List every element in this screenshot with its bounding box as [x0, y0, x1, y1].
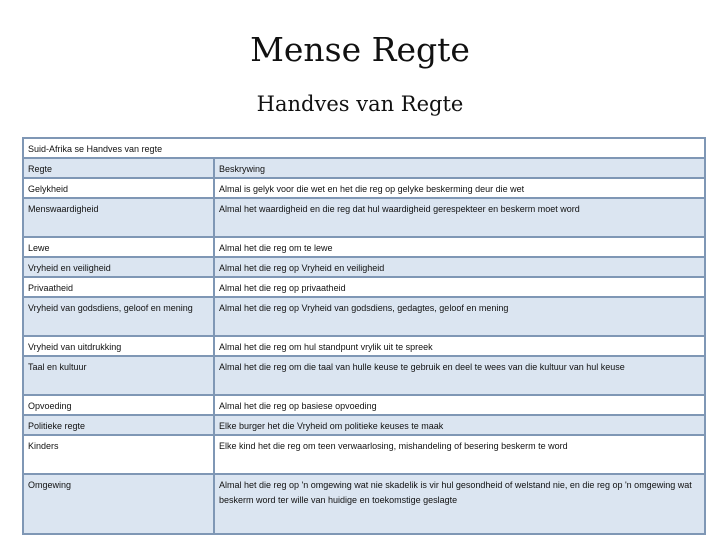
- right-cell: Taal en kultuur: [23, 356, 214, 395]
- description-cell: Almal het waardigheid en die reg dat hul waardigheid gerespekteer en beskerm moet word: [214, 198, 705, 237]
- table-row: [23, 198, 705, 237]
- table-row: [23, 178, 705, 198]
- right-cell: Menswaardigheid: [23, 198, 214, 237]
- header-right: Regte: [23, 158, 214, 178]
- table-row: [23, 277, 705, 297]
- table-row: [23, 297, 705, 336]
- right-cell: Vryheid van uitdrukking: [23, 336, 214, 356]
- table-row: [23, 474, 705, 534]
- table-row: [23, 237, 705, 257]
- right-cell: Vryheid en veiligheid: [23, 257, 214, 277]
- right-cell: Politieke regte: [23, 415, 214, 435]
- table-row: [23, 257, 705, 277]
- right-cell: Omgewing: [23, 474, 214, 534]
- description-cell: Almal het die reg op Vryheid van godsdiens, gedagtes, geloof en mening: [214, 297, 705, 336]
- page-subtitle: Handves van Regte: [256, 92, 464, 116]
- description-cell: Almal het die reg op 'n omgewing wat nie skadelik is vir hul gesondheid of welstand nie, en die reg op 'n omgewing wat beskerm word ter wille van huidige en toekomstige geslagte: [214, 474, 705, 534]
- description-cell: Elke burger het die Vryheid om politieke keuses te maak: [214, 415, 705, 435]
- table-row: [23, 336, 705, 356]
- right-cell: Kinders: [23, 435, 214, 474]
- right-cell: Vryheid van godsdiens, geloof en mening: [23, 297, 214, 336]
- description-cell: Almal is gelyk voor die wet en het die reg op gelyke beskerming deur die wet: [214, 178, 705, 198]
- right-cell: Lewe: [23, 237, 214, 257]
- table-header-row: [23, 158, 705, 178]
- table-row: [23, 415, 705, 435]
- table-row: [23, 356, 705, 395]
- description-cell: Almal het die reg om die taal van hulle keuse te gebruik en deel te wees van die kultuur van hul keuse: [214, 356, 705, 395]
- description-cell: Almal het die reg op privaatheid: [214, 277, 705, 297]
- page-title: Mense Regte: [250, 30, 470, 69]
- right-cell: Gelykheid: [23, 178, 214, 198]
- description-cell: Almal het die reg om te lewe: [214, 237, 705, 257]
- description-cell: Almal het die reg op basiese opvoeding: [214, 395, 705, 415]
- right-cell: Privaatheid: [23, 277, 214, 297]
- bill-of-rights-table: [22, 137, 706, 535]
- right-cell: Opvoeding: [23, 395, 214, 415]
- table-row: [23, 435, 705, 474]
- description-cell: Almal het die reg op Vryheid en veiligheid: [214, 257, 705, 277]
- description-cell: Almal het die reg om hul standpunt vrylik uit te spreek: [214, 336, 705, 356]
- table-caption: Suid-Afrika se Handves van regte: [23, 138, 705, 158]
- header-description: Beskrywing: [214, 158, 705, 178]
- description-cell: Elke kind het die reg om teen verwaarlosing, mishandeling of besering beskerm te word: [214, 435, 705, 474]
- table-row: [23, 395, 705, 415]
